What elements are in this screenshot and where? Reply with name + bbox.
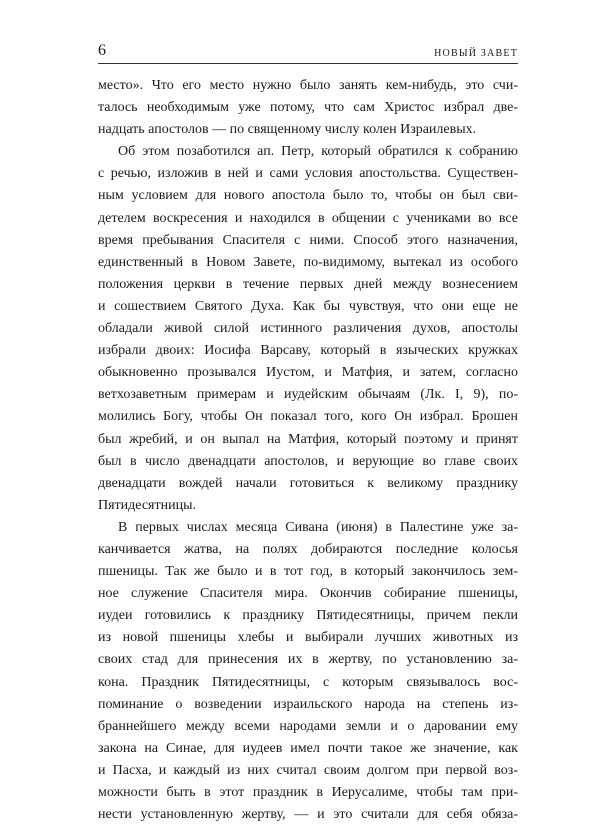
text-line: поминание о возведении израильского народа на степень из- [98, 696, 518, 712]
text-line: с речью, изложив в ней и сами условия апостольства. Существен- [98, 166, 518, 182]
body-text [98, 75, 518, 826]
text-line: В первых числах месяца Сивана (июня) в Палестине уже за- [118, 519, 518, 535]
text-line: нести установленную жертву, — и это считали для себя обяза- [98, 807, 518, 823]
text-line: надцать апостолов — по священному числу колен Израилевых. [98, 122, 477, 138]
page-header [98, 38, 518, 64]
text-line: обыкновенно прозывался Иустом, и Матфия, и затем, согласно [98, 365, 518, 381]
text-line: браннейшего между всеми народами земли и о даровании ему [98, 718, 518, 734]
text-line: был жребий, и он выпал на Матфия, который поэтому и принят [98, 431, 518, 447]
text-line: детелем воскресения и находился в общении с учениками во все [98, 210, 518, 226]
text-line: ное служение Спасителя мира. Окончив собирание пшеницы, [98, 586, 518, 602]
text-line: кона. Праздник Пятидесятницы, с которым связывалось вос- [98, 674, 518, 690]
text-line: канчивается жатва, на полях добираются последние колосья [98, 541, 518, 557]
text-line: и Пасха, и каждый из них считал своим долгом при первой воз- [98, 762, 518, 778]
text-line: закона на Синае, для иудеев имел почти такое же значение, как [98, 740, 518, 756]
text-line: Пятидесятницы. [98, 497, 196, 513]
text-line: ным условием для нового апостола было то, чтобы он был сви- [98, 188, 518, 204]
text-line: ветхозаветным примерам и иудейским обычаям (Лк. I, 9), по- [98, 387, 518, 403]
text-line: талось необходимым уже потому, что сам Христос избрал две- [98, 100, 518, 116]
running-title: НОВЫЙ ЗАВЕТ [434, 48, 518, 59]
text-line: и сошествием Святого Духа. Как бы чувствуя, что они еще не [98, 298, 518, 314]
paragraph [98, 141, 518, 517]
text-line: положения церкви в течение первых дней между вознесением [98, 276, 518, 292]
text-line: своих стад для принесения их в жертву, по установлению за- [98, 652, 518, 668]
text-line: место». Что его место нужно было занять кем-нибудь, это счи- [98, 78, 518, 93]
text-line: из новой пшеницы хлебы и выбирали лучших животных из [98, 630, 518, 646]
text-line: можности быть в этот праздник в Иерусалиме, чтобы там при- [98, 785, 518, 800]
text-line: пшеницы. Так же было и в тот год, в который закончилось зем- [98, 564, 518, 580]
text-line: был в число двенадцати апостолов, и верующие во главе своих [98, 453, 518, 469]
text-line: время пребывания Спасителя с ними. Способ этого назначения, [98, 232, 518, 248]
text-line: избрали двоих: Иосифа Варсаву, который в языческих кружках [98, 343, 518, 359]
paragraph [98, 517, 518, 826]
text-line: единственный в Новом Завете, по-видимому, вытекал из особого [98, 254, 518, 270]
paragraph [98, 75, 518, 141]
page-number: 6 [98, 42, 106, 59]
text-line: иудеи готовились к празднику Пятидесятницы, причем пекли [98, 608, 518, 624]
text-line: Об этом позаботился ап. Петр, который обратился к собранию [118, 144, 518, 160]
text-line: молились Богу, чтобы Он показал того, кого Он избрал. Брошен [98, 409, 518, 425]
text-line: обладали живой силой истинного различения духов, апостолы [98, 321, 518, 337]
text-line: двенадцати вождей начали готовиться к великому празднику [98, 475, 518, 491]
